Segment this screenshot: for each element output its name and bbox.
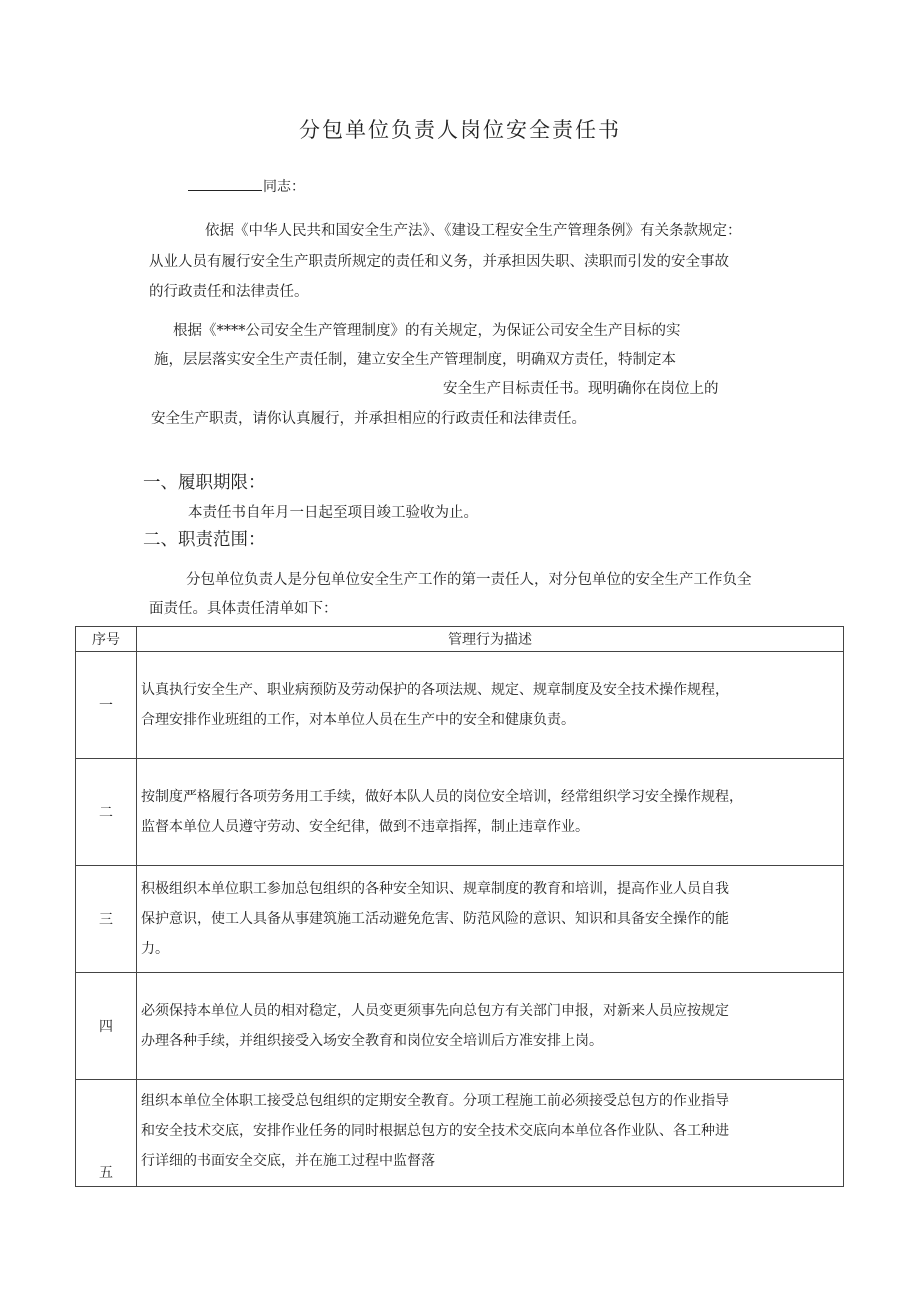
row-number: 一 xyxy=(76,652,137,759)
para2-line1: 根据《****公司安全生产管理制度》的有关规定，为保证公司安全生产目标的实 xyxy=(173,323,681,339)
header-description: 管理行为描述 xyxy=(137,627,844,652)
description-line: 监督本单位人员遵守劳动、安全纪律，做到不违章指挥，制止违章作业。 xyxy=(141,819,589,835)
salutation xyxy=(188,176,305,196)
description-line: 和安全技术交底，安排作业任务的同时根据总包方的安全技术交底向本单位各作业队、各工种进 xyxy=(141,1123,729,1139)
row-number: 二 xyxy=(76,759,137,866)
document-title: 分包单位负责人岗位安全责任书 xyxy=(299,118,621,142)
table-row xyxy=(76,973,844,1080)
section1-text: 本责任书自年月一日起至项目竣工验收为止。 xyxy=(188,505,478,521)
para2-line2: 施，层层落实安全生产责任制，建立安全生产管理制度，明确双方责任，特制定本 xyxy=(154,352,676,368)
table-row xyxy=(76,759,844,866)
row-description xyxy=(137,973,844,1080)
row-description xyxy=(137,759,844,866)
section2-intro-line1: 分包单位负责人是分包单位安全生产工作的第一责任人，对分包单位的安全生产工作负全 xyxy=(186,572,752,588)
row-number: 三 xyxy=(76,866,137,973)
table-header-row xyxy=(76,627,844,652)
row-description xyxy=(137,652,844,759)
para1-line3: 的行政责任和法律责任。 xyxy=(149,284,309,300)
para1-line1: 依据《中华人民共和国安全生产法》、《建设工程安全生产管理条例》有关条款规定： xyxy=(205,223,742,239)
row-description xyxy=(137,1080,844,1187)
description-line: 按制度严格履行各项劳务用工手续，做好本队人员的岗位安全培训，经常组织学习安全操作规程， xyxy=(141,789,743,805)
para2-line3: 安全生产目标责任书。现明确你在岗位上的 xyxy=(443,381,719,397)
description-line: 办理各种手续，并组织接受入场安全教育和岗位安全培训后方准安排上岗。 xyxy=(141,1033,603,1049)
description-line: 组织本单位全体职工接受总包组织的定期安全教育。分项工程施工前必须接受总包方的作业指导 xyxy=(141,1093,729,1109)
description-line: 积极组织本单位职工参加总包组织的各种安全知识、规章制度的教育和培训，提高作业人员自我 xyxy=(141,881,729,897)
description-line: 行详细的书面安全交底，并在施工过程中监督落 xyxy=(141,1153,435,1169)
description-line: 必须保持本单位人员的相对稳定，人员变更须事先向总包方有关部门申报，对新来人员应按规定 xyxy=(141,1003,729,1019)
section2-intro-line2: 面责任。具体责任清单如下： xyxy=(149,601,338,617)
row-description xyxy=(137,866,844,973)
row-number: 四 xyxy=(76,973,137,1080)
description-line: 认真执行安全生产、职业病预防及劳动保护的各项法规、规定、规章制度及安全技术操作规程， xyxy=(141,682,729,698)
row-number: 五 xyxy=(76,1080,137,1187)
section1-heading: 一、履职期限： xyxy=(143,473,266,493)
section2-heading: 二、职责范围： xyxy=(143,530,266,550)
description-line: 合理安排作业班组的工作，对本单位人员在生产中的安全和健康负责。 xyxy=(141,712,575,728)
para1-line2: 从业人员有履行安全生产职责所规定的责任和义务，并承担因失职、渎职而引发的安全事故 xyxy=(149,254,729,270)
table-row xyxy=(76,1080,844,1187)
description-line: 力。 xyxy=(141,941,169,957)
table-row xyxy=(76,866,844,973)
name-blank xyxy=(188,176,262,191)
table-row xyxy=(76,652,844,759)
para2-line4: 安全生产职责，请你认真履行，并承担相应的行政责任和法律责任。 xyxy=(151,411,586,427)
header-number: 序号 xyxy=(76,627,137,652)
description-line: 保护意识，使工人具备从事建筑施工活动避免危害、防范风险的意识、知识和具备安全操作的能 xyxy=(141,911,729,927)
responsibility-table xyxy=(75,626,844,1187)
salutation-text: 同志： xyxy=(263,179,305,195)
